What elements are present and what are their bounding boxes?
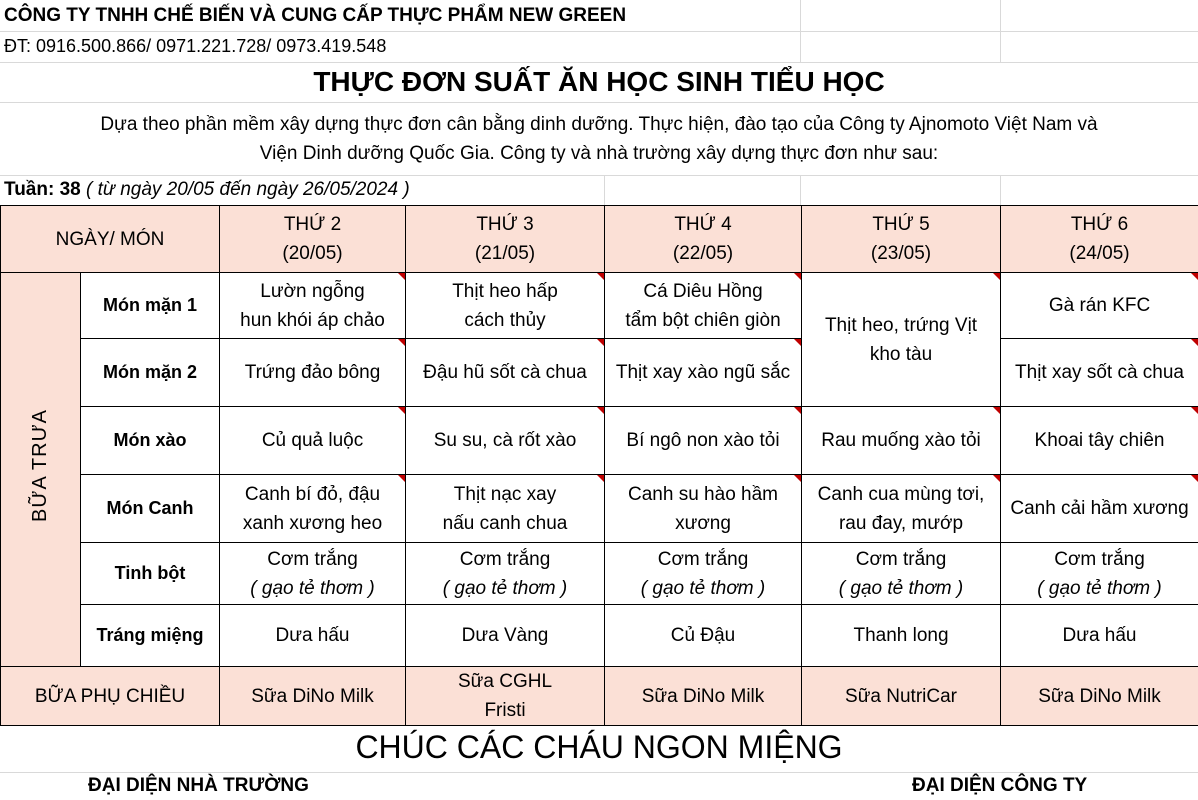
row-label-man1: Món mặn 1 [81,273,220,339]
cell-trangmieng-tue: Dưa Vàng [406,605,605,667]
company-name: CÔNG TY TNHH CHẾ BIẾN VÀ CUNG CẤP THỰC PHẨM NEW GREEN [4,5,627,26]
day-header-mon [220,206,406,273]
cell-tinhbot-wed [605,543,802,605]
cell-xao-thu: Rau muống xào tỏi [802,407,1001,475]
cell-xao-mon: Củ quả luộc [220,407,406,475]
row-label-xao: Món xào [81,407,220,475]
day-date: (21/05) [474,243,536,264]
afternoon-label: BỮA PHỤ CHIỀU [1,667,220,726]
cell-line: ( gạo tẻ thơm ) [250,577,375,599]
week-label: Tuần: 38 [4,179,81,200]
cell-line: ( gạo tẻ thơm ) [442,577,568,599]
cell-man2-tue: Đậu hũ sốt cà chua [406,339,605,407]
cell-line: Canh bí đỏ, đậu [244,483,381,505]
corner-header: NGÀY/ MÓN [1,206,220,273]
cell-afternoon-wed: Sữa DiNo Milk [605,667,802,726]
cell-line: Thịt heo hấp [452,280,558,302]
company-phone: ĐT: 0916.500.866/ 0971.221.728/ 0973.419.548 [4,36,387,56]
cell-line: Fristi [484,700,526,721]
cell-line: hun khói áp chảo [240,309,385,331]
cell-man1-thu [802,273,1001,407]
cell-line: xanh xương heo [242,512,383,534]
cell-afternoon-thu: Sữa NutriCar [802,667,1001,726]
cell-trangmieng-mon: Dưa hấu [220,605,406,667]
cell-line: Lườn ngỗng [260,280,365,302]
week-info [0,176,1198,204]
day-header-wed [605,206,802,273]
cell-man1-tue [406,273,605,339]
day-name: THỨ 4 [674,214,732,235]
row-label-trangmieng: Tráng miệng [81,605,220,667]
menu-description [0,104,1198,174]
cell-trangmieng-wed: Củ Đậu [605,605,802,667]
cell-line: tẩm bột chiên giòn [625,309,781,331]
cell-xao-fri: Khoai tây chiên [1001,407,1198,475]
school-representative: ĐẠI DIỆN NHÀ TRƯỜNG [88,775,309,796]
day-name: THỨ 6 [1070,214,1129,235]
company-representative: ĐẠI DIỆN CÔNG TY [912,775,1088,796]
cell-line: nấu canh chua [442,512,568,534]
day-date: (22/05) [672,243,734,264]
day-header-fri [1001,206,1198,273]
cell-tinhbot-mon [220,543,406,605]
cell-line: rau đay, mướp [838,512,964,534]
cell-man2-wed: Thịt xay xào ngũ sắc [605,339,802,407]
cell-man1-mon [220,273,406,339]
cell-line: Canh cua mùng tơi, [817,483,985,505]
week-range: ( từ ngày 20/05 đến ngày 26/05/2024 ) [80,179,410,200]
cell-line: kho tàu [869,343,933,365]
lunch-label-text: BỮA TRƯA [29,408,51,522]
day-date: (23/05) [870,243,932,264]
cell-afternoon-tue [406,667,605,726]
cell-line: Cơm trắng [459,548,551,570]
cell-man2-mon: Trứng đảo bông [220,339,406,407]
closing-message: CHÚC CÁC CHÁU NGON MIỆNG [355,729,843,765]
cell-trangmieng-thu: Thanh long [802,605,1001,667]
day-name: THỨ 3 [476,214,534,235]
day-header-thu [802,206,1001,273]
cell-line: Cơm trắng [657,548,749,570]
cell-man2-fri: Thịt xay sốt cà chua [1001,339,1198,407]
cell-line: Cá Diêu Hồng [643,280,763,302]
cell-line: Cơm trắng [855,548,947,570]
day-date: (24/05) [1069,243,1130,264]
cell-afternoon-mon: Sữa DiNo Milk [220,667,406,726]
menu-title: THỰC ĐƠN SUẤT ĂN HỌC SINH TIỂU HỌC [313,66,885,97]
cell-tinhbot-thu [802,543,1001,605]
cell-man1-fri: Gà rán KFC [1001,273,1198,339]
cell-line: xương [675,512,731,534]
cell-line: ( gạo tẻ thơm ) [838,577,964,599]
row-label-tinhbot: Tinh bột [81,543,220,605]
cell-tinhbot-tue [406,543,605,605]
cell-line: Sữa CGHL [458,671,553,692]
day-date: (20/05) [282,243,343,264]
cell-line: Cơm trắng [1054,548,1145,570]
cell-xao-tue: Su su, cà rốt xào [406,407,605,475]
cell-canh-mon [220,475,406,543]
menu-table [0,205,1198,726]
cell-trangmieng-fri: Dưa hấu [1001,605,1198,667]
cell-afternoon-fri: Sữa DiNo Milk [1001,667,1198,726]
lunch-group-label [1,273,81,667]
row-label-man2: Món mặn 2 [81,339,220,407]
cell-canh-thu [802,475,1001,543]
day-header-tue [406,206,605,273]
cell-canh-fri: Canh cải hầm xương [1001,475,1198,543]
cell-canh-wed [605,475,802,543]
signature-row [0,772,1198,800]
cell-xao-wed: Bí ngô non xào tỏi [605,407,802,475]
cell-line: ( gạo tẻ thơm ) [1037,577,1162,599]
cell-man1-wed [605,273,802,339]
description-line-1: Dựa theo phần mềm xây dựng thực đơn cân bằng dinh dưỡng. Thực hiện, đào tạo của Công ty Ajnomoto Việt Nam và [100,114,1098,135]
description-line-2: Viện Dinh dưỡng Quốc Gia. Công ty và nhà trường xây dựng thực đơn như sau: [259,143,939,164]
cell-canh-tue [406,475,605,543]
cell-line: Thịt nạc xay [453,483,557,505]
day-name: THỨ 5 [872,214,930,235]
cell-line: ( gạo tẻ thơm ) [640,577,766,599]
day-name: THỨ 2 [283,214,342,235]
cell-line: cách thủy [464,309,546,331]
row-label-canh: Món Canh [81,475,220,543]
cell-line: Canh su hào hầm [628,483,779,505]
cell-line: Thịt heo, trứng Vịt [824,314,978,336]
cell-tinhbot-fri [1001,543,1198,605]
cell-line: Cơm trắng [267,548,358,570]
